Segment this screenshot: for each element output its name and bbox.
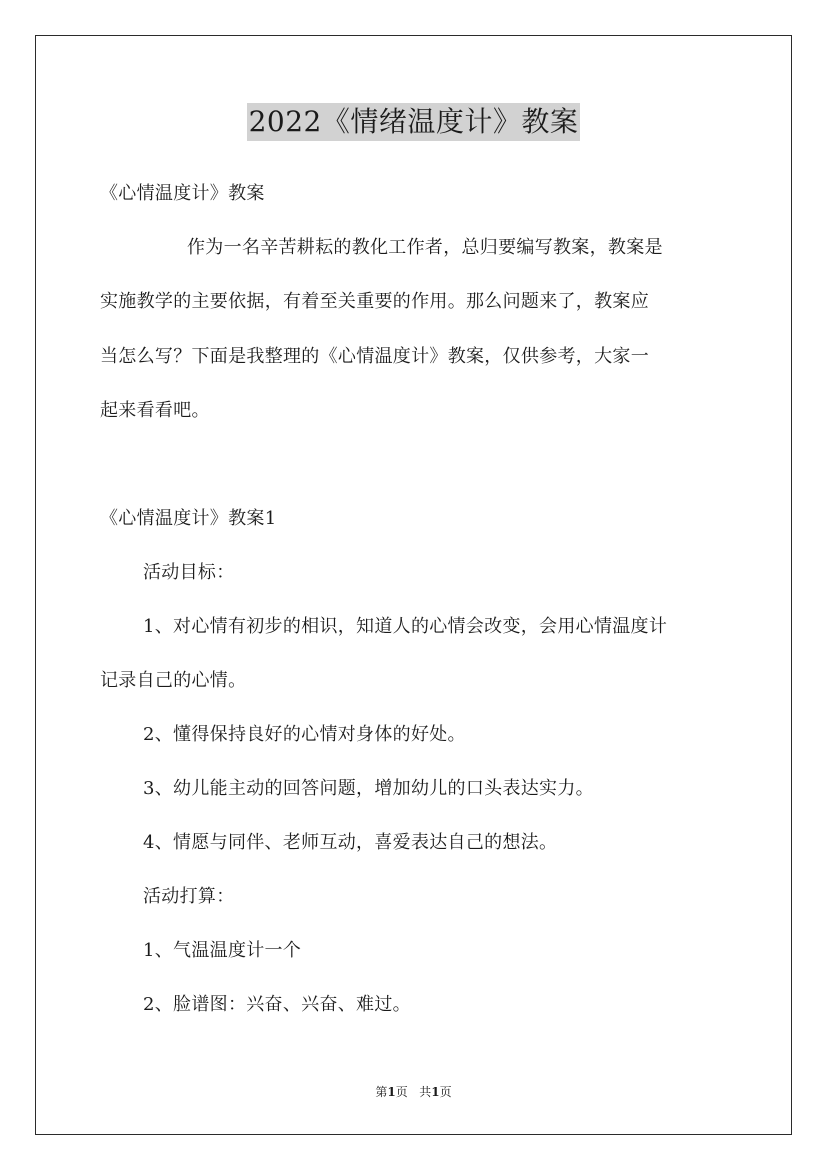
goal-1-line-2: 记录自己的心情。 (100, 670, 247, 691)
section-heading: 《心情温度计》教案1 (100, 508, 277, 529)
intro-line-4: 起来看看吧。 (100, 400, 210, 421)
goal-4: 4、情愿与同伴、老师互动，喜爱表达自己的想法。 (143, 832, 558, 853)
intro-line-2: 实施教学的主要依据，有着至关重要的作用。那么问题来了，教案应 (100, 291, 649, 312)
footer-page-number: 1 (387, 1085, 396, 1099)
intro-line-1: 作为一名辛苦耕耘的教化工作者，总归要编写教案，教案是 (187, 237, 663, 258)
prep-label: 活动打算： (143, 886, 235, 907)
subtitle: 《心情温度计》教案 (100, 183, 265, 204)
goal-3: 3、幼儿能主动的回答问题，增加幼儿的口头表达实力。 (143, 778, 594, 799)
prep-2: 2、脸谱图：兴奋、兴奋、难过。 (143, 994, 411, 1015)
footer-total-suffix: 页 (439, 1085, 452, 1099)
document-title: 2022《情绪温度计》教案 (247, 103, 581, 141)
goals-label: 活动目标： (143, 562, 235, 583)
footer-page-prefix: 第 (375, 1085, 388, 1099)
prep-1: 1、气温温度计一个 (143, 940, 302, 961)
goal-2: 2、懂得保持良好的心情对身体的好处。 (143, 724, 466, 745)
footer-total-number: 1 (431, 1085, 440, 1099)
goal-1-line-1: 1、对心情有初步的相识，知道人的心情会改变，会用心情温度计 (143, 616, 668, 637)
footer-total-prefix: 共 (419, 1085, 432, 1099)
title-wrap (0, 103, 827, 141)
footer-page-suffix: 页 (395, 1085, 408, 1099)
page-footer (0, 1084, 827, 1100)
intro-line-3: 当怎么写？下面是我整理的《心情温度计》教案，仅供参考，大家一 (100, 346, 649, 367)
